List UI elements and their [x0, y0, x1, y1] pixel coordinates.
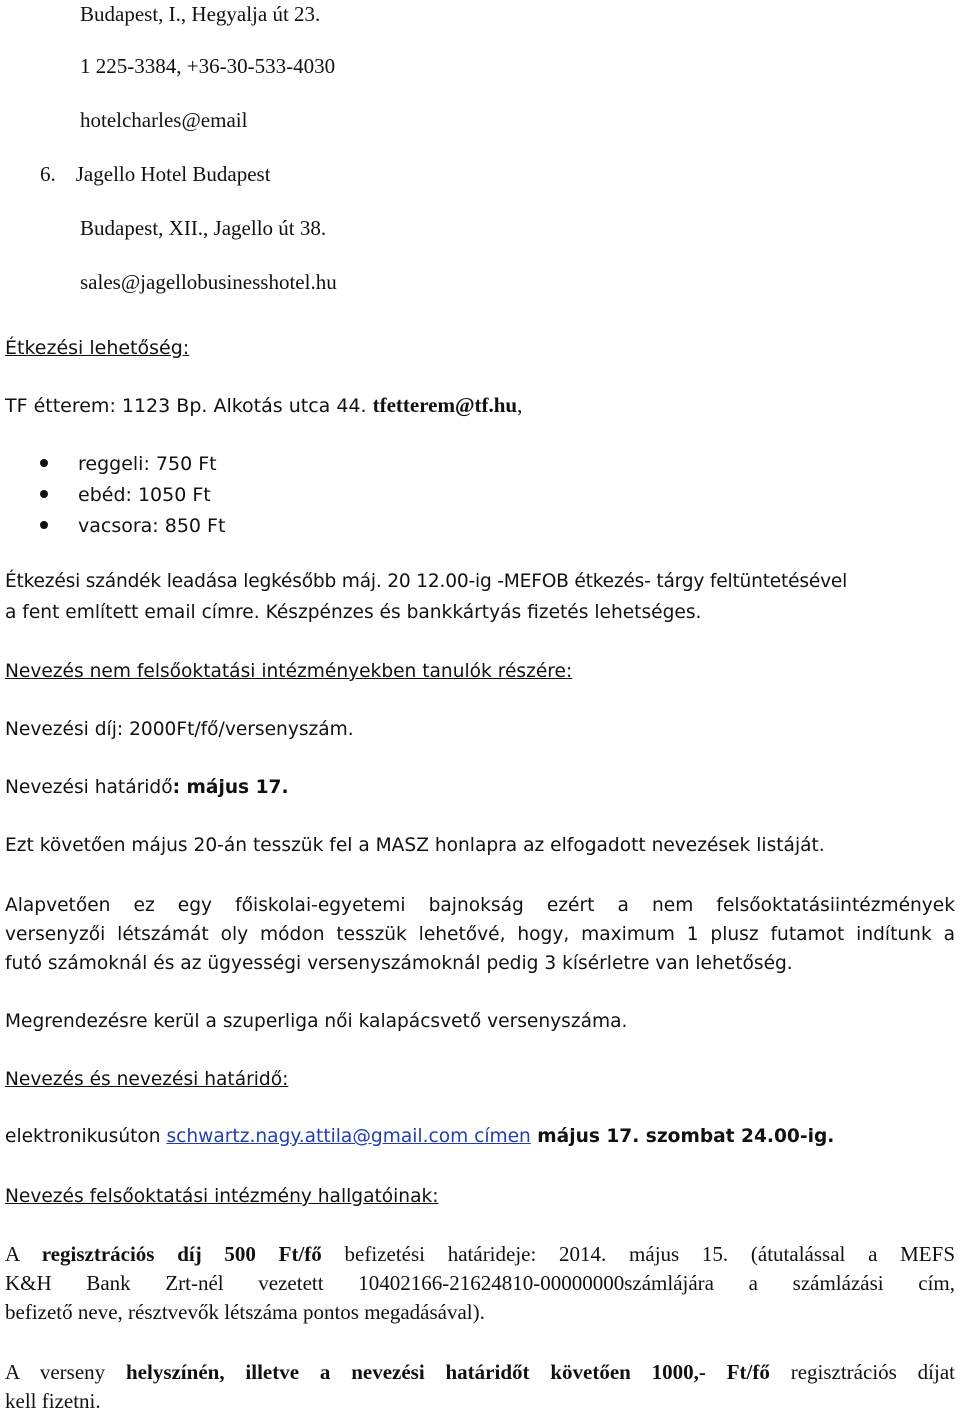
paragraph-line	[5, 1240, 955, 1269]
entry-prefix: elektronikusúton	[5, 1126, 167, 1147]
paragraph-line: K&H Bank Zrt-nél vezetett 10402166-21624810-00000000számlájára a számlázási cím,	[5, 1271, 955, 1295]
non-uni-fee: Nevezési díj: 2000Ft/fő/versenyszám.	[5, 719, 354, 740]
hotel6-address: Budapest, XII., Jagello út 38.	[80, 216, 327, 240]
meals-note-line2: a fent említett email címre. Készpénzes és bankkártyás fizetés lehetséges.	[5, 602, 702, 623]
deadline-date: : május 17.	[172, 777, 289, 798]
bullet-icon	[40, 490, 48, 498]
text-run: A verseny	[5, 1360, 126, 1384]
hotel6-name: Jagello Hotel Budapest	[75, 162, 271, 186]
onsite-bold: helyszínén, illetve a nevezési határidőt követően 1000,- Ft/fő	[125, 1360, 770, 1384]
hotel6-number: 6.	[40, 162, 56, 186]
meals-note-line1: Étkezési szándék leadása legkésőbb máj. 20 12.00-ig -MEFOB étkezés- tárgy feltüntetésével	[5, 571, 848, 592]
meals-restaurant	[5, 393, 522, 418]
deadline-label: Nevezési határidő	[5, 777, 173, 798]
text-run: regisztrációs díjat	[769, 1360, 955, 1384]
paragraph-line: befizető neve, résztvevők létszáma pontos megadásával).	[5, 1300, 485, 1324]
list-item	[40, 482, 211, 507]
entry-email-link[interactable]: schwartz.nagy.attila@gmail.com címen	[166, 1126, 531, 1147]
non-uni-deadline	[5, 776, 289, 800]
paragraph-line: versenyzői létszámát oly módon tesszük lehetővé, hogy, maximum 1 plusz futamot indítunk a	[5, 924, 955, 945]
restaurant-address: TF étterem: 1123 Bp. Alkotás utca 44.	[5, 395, 373, 417]
meals-heading: Étkezési lehetőség:	[5, 337, 190, 359]
paragraph-line: Alapvetően ez egy főiskolai-egyetemi bajnokság ezért a nem felsőoktatásiintézmények	[5, 895, 955, 916]
hotel5-email: hotelcharles@email	[80, 108, 248, 132]
text-run: A	[5, 1242, 42, 1266]
list-item	[40, 451, 217, 476]
hotel6-email: sales@jagellobusinesshotel.hu	[80, 270, 337, 294]
hotel5-phone: 1 225-3384, +36-30-533-4030	[80, 54, 336, 78]
paragraph-line: futó számoknál és az ügyességi versenyszámoknál pedig 3 kísérletre van lehetőség.	[5, 953, 793, 974]
entry-deadline: május 17. szombat 24.00-ig.	[530, 1126, 835, 1147]
paragraph-line: kell fizetni.	[5, 1389, 101, 1413]
non-uni-heading: Nevezés nem felsőoktatási intézményekben tanulók részére:	[5, 661, 573, 682]
bullet-icon	[40, 459, 48, 467]
meal-price: vacsora: 850 Ft	[78, 515, 226, 537]
superliga-note: Megrendezésre kerül a szuperliga női kalapácsvető versenyszáma.	[5, 1011, 628, 1032]
fee-bold: regisztrációs díj 500 Ft/fő	[41, 1242, 322, 1266]
uni-paragraph	[5, 1240, 955, 1327]
uni-onsite-paragraph	[5, 1358, 955, 1416]
hotel5-address: Budapest, I., Hegyalja út 23.	[80, 2, 321, 26]
bullet-icon	[40, 521, 48, 529]
list-item	[40, 513, 225, 538]
restaurant-email: tfetterem@tf.hu	[372, 393, 518, 417]
meal-price: reggeli: 750 Ft	[78, 453, 217, 475]
entry-line	[5, 1125, 834, 1149]
hotel6-entry	[40, 162, 271, 186]
uni-heading: Nevezés felsőoktatási intézmény hallgatóinak:	[5, 1186, 439, 1207]
restaurant-suffix: ,	[517, 393, 523, 417]
non-uni-publish: Ezt követően május 20-án tesszük fel a MASZ honlapra az elfogadott nevezések listáját.	[5, 835, 825, 856]
meal-price: ebéd: 1050 Ft	[78, 484, 211, 506]
entry-heading: Nevezés és nevezési határidő:	[5, 1069, 289, 1090]
non-uni-paragraph	[5, 891, 955, 978]
paragraph-line	[5, 1358, 955, 1387]
text-run: befizetési határideje: 2014. május 15. (átutalással a MEFS	[321, 1242, 955, 1266]
